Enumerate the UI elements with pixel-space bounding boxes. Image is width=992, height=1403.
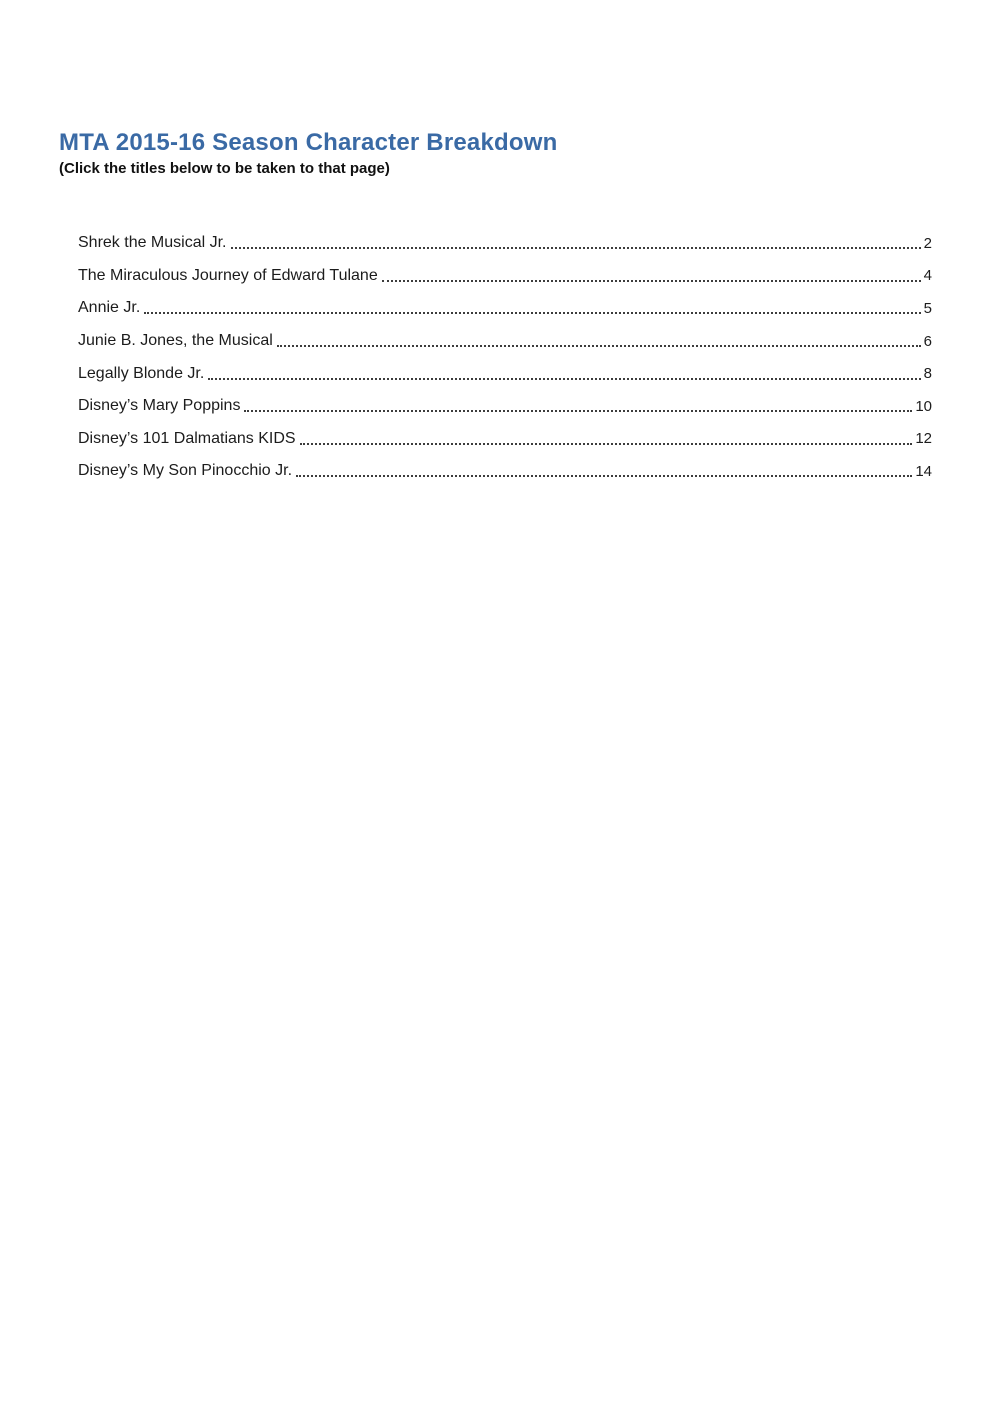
toc-entry[interactable] — [78, 357, 932, 390]
toc-entry[interactable] — [78, 292, 932, 325]
toc-page-number[interactable]: 5 — [923, 299, 932, 317]
toc-page-number[interactable]: 14 — [915, 462, 932, 480]
toc-entry[interactable] — [78, 260, 932, 293]
table-of-contents — [78, 227, 932, 488]
toc-dotted-leader — [382, 280, 921, 282]
toc-page-number[interactable]: 12 — [915, 430, 932, 448]
toc-entry-title[interactable]: Annie Jr. — [78, 299, 141, 317]
toc-entry-title[interactable]: Shrek the Musical Jr. — [78, 234, 227, 252]
toc-dotted-leader — [244, 410, 912, 412]
toc-dotted-leader — [208, 378, 920, 380]
page-title: MTA 2015-16 Season Character Breakdown — [59, 129, 558, 156]
toc-page-number[interactable]: 10 — [915, 397, 932, 415]
toc-dotted-leader — [296, 475, 912, 477]
document-header — [59, 129, 932, 178]
toc-entry-title[interactable]: Junie B. Jones, the Musical — [78, 332, 273, 350]
toc-entry-title[interactable]: Legally Blonde Jr. — [78, 364, 205, 382]
toc-entry[interactable] — [78, 390, 932, 423]
toc-page-number[interactable]: 6 — [923, 332, 932, 350]
toc-entry-title[interactable]: Disney’s Mary Poppins — [78, 397, 241, 415]
toc-entry[interactable] — [78, 227, 932, 260]
toc-entry[interactable] — [78, 455, 932, 488]
toc-entry[interactable] — [78, 423, 932, 456]
toc-entry[interactable] — [78, 325, 932, 358]
toc-dotted-leader — [231, 247, 921, 249]
toc-dotted-leader — [300, 443, 913, 445]
toc-entry-title[interactable]: Disney’s My Son Pinocchio Jr. — [78, 462, 293, 480]
toc-page-number[interactable]: 2 — [923, 234, 932, 252]
page-subtitle: (Click the titles below to be taken to that page) — [59, 159, 390, 177]
toc-page-number[interactable]: 4 — [923, 267, 932, 285]
toc-dotted-leader — [144, 312, 920, 314]
toc-page-number[interactable]: 8 — [923, 365, 932, 383]
toc-entry-title[interactable]: The Miraculous Journey of Edward Tulane — [78, 266, 378, 284]
toc-entry-title[interactable]: Disney’s 101 Dalmatians KIDS — [78, 429, 296, 447]
toc-dotted-leader — [277, 345, 921, 347]
